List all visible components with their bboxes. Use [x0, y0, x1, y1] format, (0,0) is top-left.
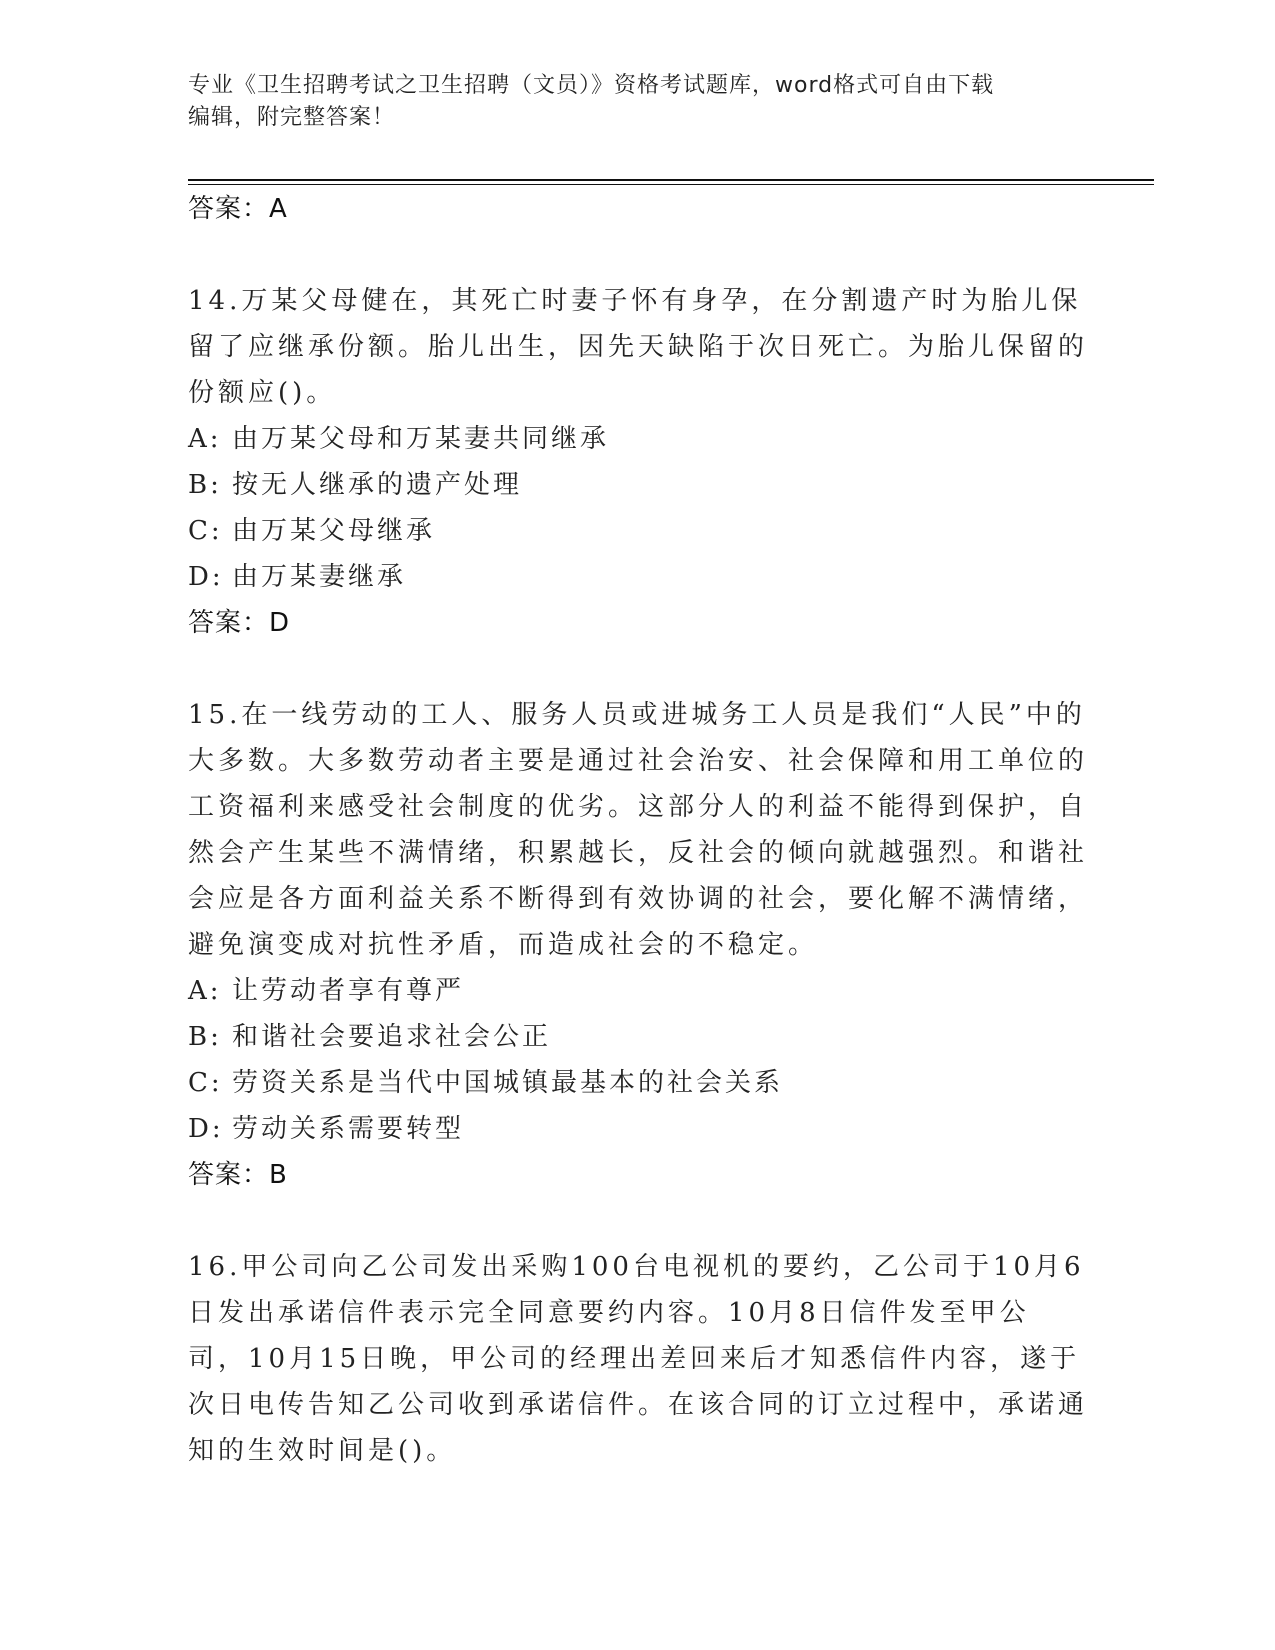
- option-letter: D:: [188, 1114, 224, 1144]
- option-a: [188, 416, 1088, 462]
- question-15: [188, 692, 1088, 1198]
- option-b: [188, 1014, 1088, 1060]
- answer-label: 答案：B: [188, 1160, 288, 1190]
- option-letter: B:: [188, 470, 222, 500]
- header-divider-thin: [188, 184, 1154, 185]
- header-line-2: 编辑，附完整答案！: [188, 105, 396, 130]
- document-body: [188, 186, 1088, 1474]
- option-letter: B:: [188, 1022, 222, 1052]
- option-d: [188, 1106, 1088, 1152]
- question-text: 14.万某父母健在，其死亡时妻子怀有身孕，在分割遗产时为胎儿保留了应继承份额。胎儿出生，因先天缺陷于次日死亡。为胎儿保留的份额应()。: [188, 286, 1089, 408]
- option-letter: C:: [188, 516, 223, 546]
- document-header: [188, 70, 1088, 134]
- option-c: [188, 1060, 1088, 1106]
- option-d: [188, 554, 1088, 600]
- option-c: [188, 508, 1088, 554]
- option-text: 劳资关系是当代中国城镇最基本的社会关系: [232, 1068, 784, 1098]
- option-text: 按无人继承的遗产处理: [232, 470, 523, 500]
- header-divider-thick: [188, 179, 1154, 181]
- option-letter: C:: [188, 1068, 223, 1098]
- question-text: 16.甲公司向乙公司发出采购100台电视机的要约，乙公司于10月6日发出承诺信件表示完全同意要约内容。10月8日信件发至甲公司，10月15日晚，甲公司的经理出差回来后才知悉信件内容，遂于次日电传告知乙公司收到承诺信件。在该合同的订立过程中，承诺通知的生效时间是()。: [188, 1252, 1089, 1466]
- option-text: 由万某父母继承: [232, 516, 436, 546]
- option-text: 由万某父母和万某妻共同继承: [232, 424, 610, 454]
- previous-answer: 答案：A: [188, 194, 288, 224]
- option-text: 劳动关系需要转型: [232, 1114, 465, 1144]
- header-line-1: 专业《卫生招聘考试之卫生招聘（文员）》资格考试题库，word格式可自由下载: [188, 73, 995, 98]
- option-b: [188, 462, 1088, 508]
- question-14: [188, 278, 1088, 646]
- option-letter: D:: [188, 562, 224, 592]
- option-letter: A:: [188, 976, 222, 1006]
- answer-label: 答案：D: [188, 608, 291, 638]
- option-a: [188, 968, 1088, 1014]
- option-text: 让劳动者享有尊严: [232, 976, 465, 1006]
- question-16: [188, 1244, 1088, 1474]
- option-letter: A:: [188, 424, 222, 454]
- option-text: 由万某妻继承: [232, 562, 407, 592]
- option-text: 和谐社会要追求社会公正: [232, 1022, 552, 1052]
- question-text: 15.在一线劳动的工人、服务人员或进城务工人员是我们“人民”中的大多数。大多数劳动者主要是通过社会治安、社会保障和用工单位的工资福利来感受社会制度的优劣。这部分人的利益不能得到保护，自然会产生某些不满情绪，积累越长，反社会的倾向就越强烈。和谐社会应是各方面利益关系不断得到有效协调的社会，要化解不满情绪，避免演变成对抗性矛盾，而造成社会的不稳定。: [188, 700, 1089, 960]
